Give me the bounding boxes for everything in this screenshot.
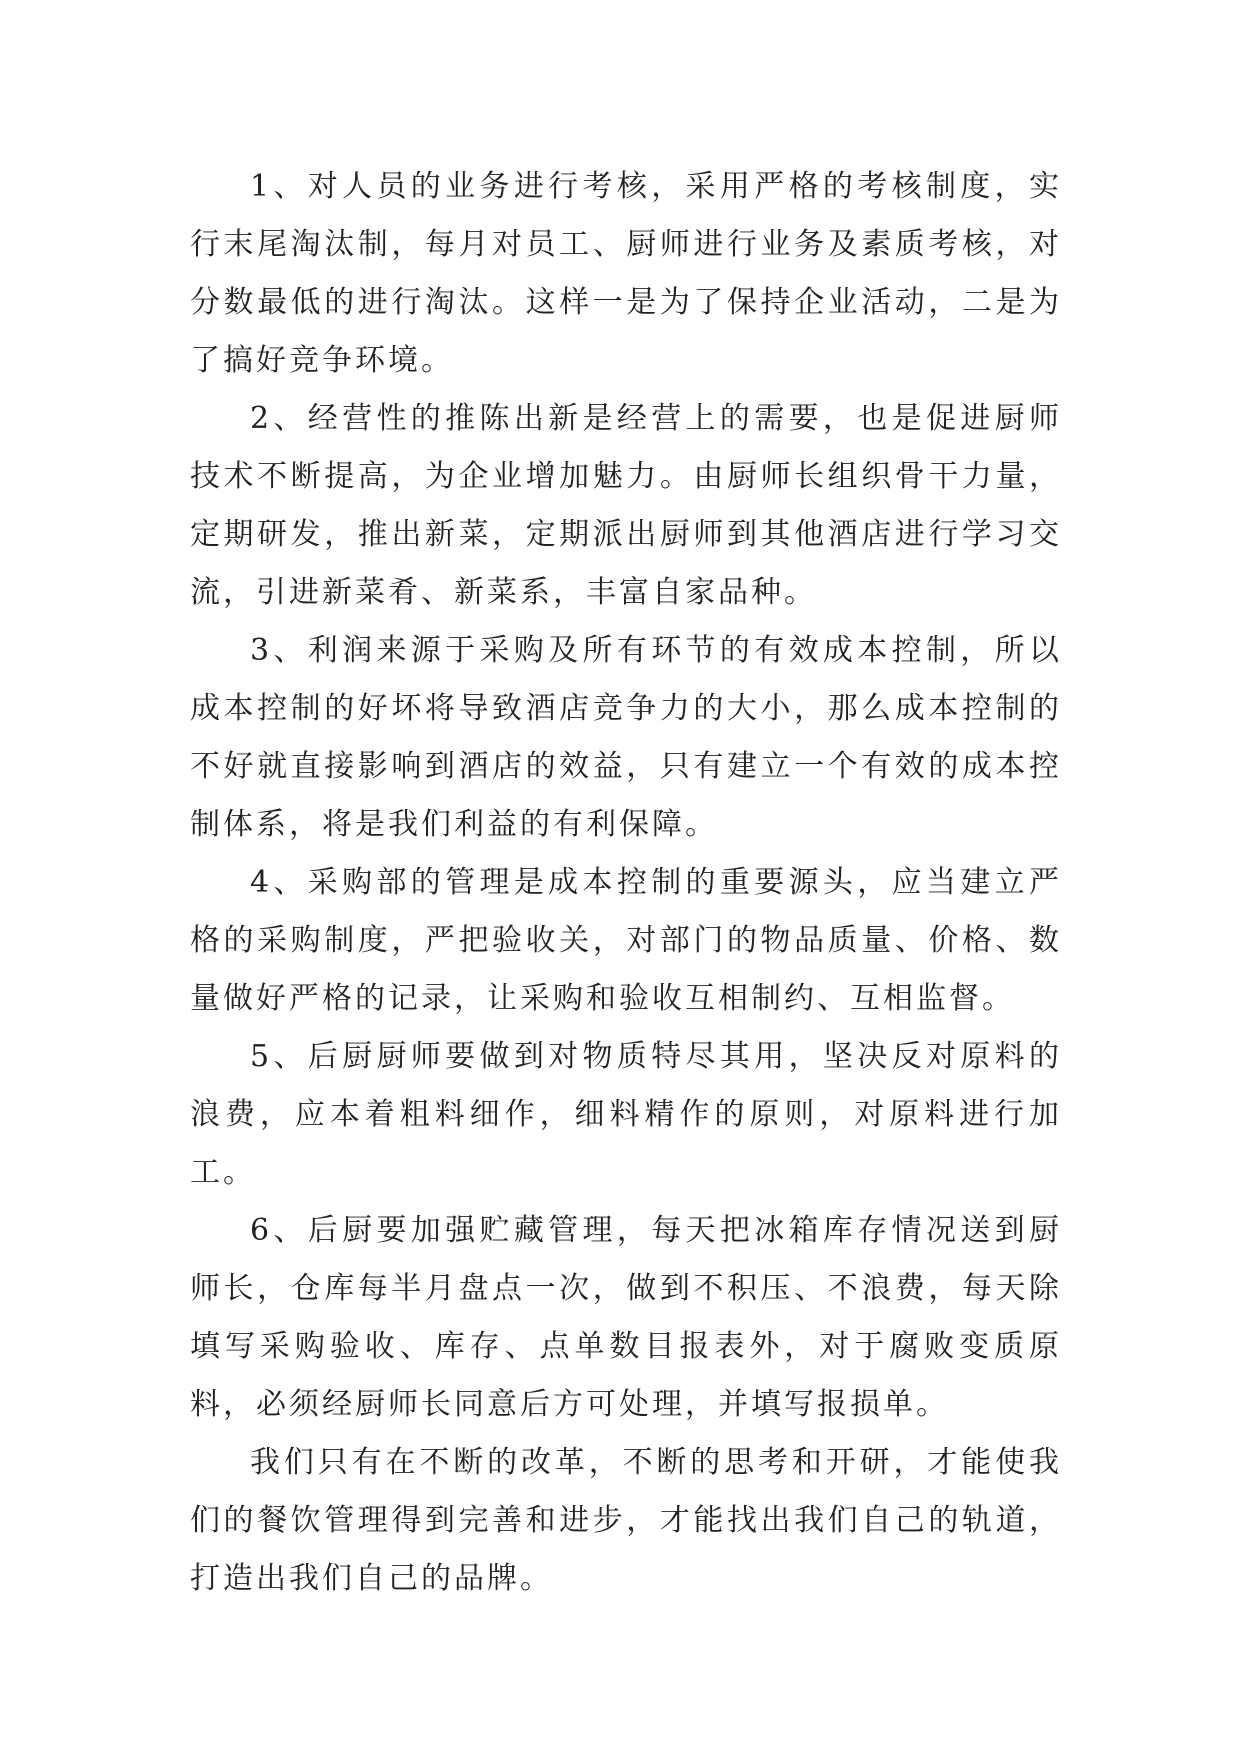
paragraph-4: 4、采购部的管理是成本控制的重要源头，应当建立严格的采购制度，严把验收关，对部门的物品质量、价格、数量做好严格的记录，让采购和验收互相制约、互相监督。 [190,865,1062,1016]
paragraph-5: 5、后厨厨师要做到对物质特尽其用，坚决反对原料的浪费，应本着粗料细作，细料精作的原则，对原料进行加工。 [190,1039,1062,1190]
paragraph-1: 1、对人员的业务进行考核，采用严格的考核制度，实行末尾淘汰制，每月对员工、厨师进行业务及素质考核，对分数最低的进行淘汰。这样一是为了保持企业活动，二是为了搞好竞争环境。 [190,169,1062,378]
paragraph-conclusion: 我们只有在不断的改革，不断的思考和开研，才能使我们的餐饮管理得到完善和进步，才能找出我们自己的轨道，打造出我们自己的品牌。 [190,1445,1062,1596]
paragraph-3: 3、利润来源于采购及所有环节的有效成本控制，所以成本控制的好坏将导致酒店竞争力的大小，那么成本控制的不好就直接影响到酒店的效益，只有建立一个有效的成本控制体系，将是我们利益的有利保障。 [190,633,1062,842]
document-body [190,158,1062,1608]
paragraph-2: 2、经营性的推陈出新是经营上的需要，也是促进厨师技术不断提高，为企业增加魅力。由厨师长组织骨干力量，定期研发，推出新菜，定期派出厨师到其他酒店进行学习交流，引进新菜肴、新菜系，丰富自家品种。 [190,401,1062,610]
paragraph-6: 6、后厨要加强贮藏管理，每天把冰箱库存情况送到厨师长，仓库每半月盘点一次，做到不积压、不浪费，每天除填写采购验收、库存、点单数目报表外，对于腐败变质原料，必须经厨师长同意后方可处理，并填写报损单。 [190,1213,1062,1422]
